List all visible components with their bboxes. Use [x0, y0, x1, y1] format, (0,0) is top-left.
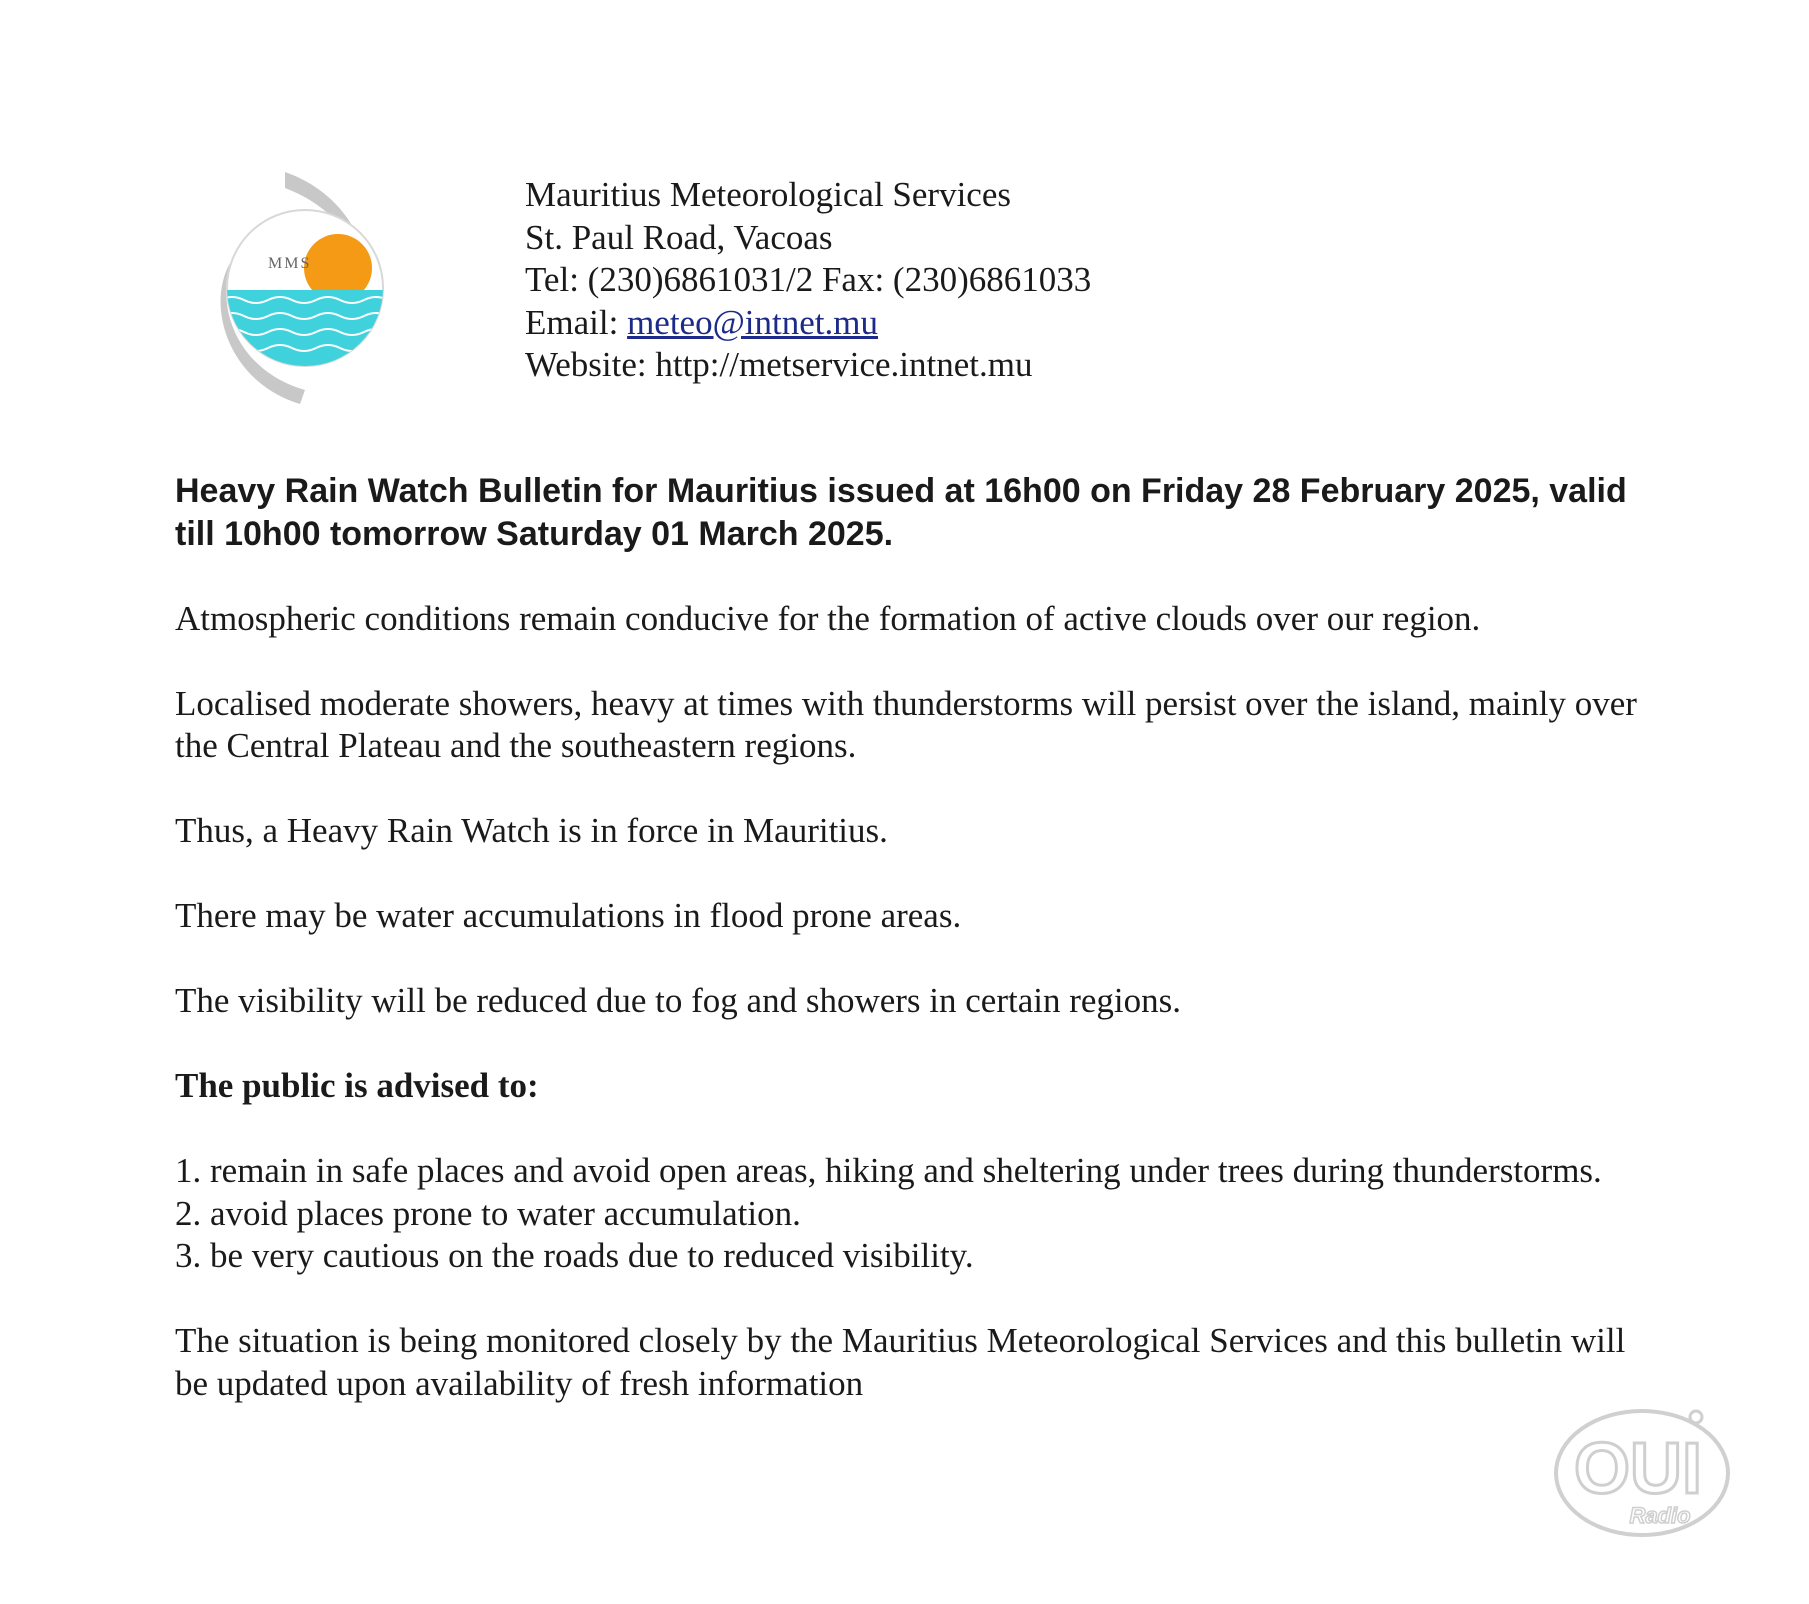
email-label: Email:: [525, 302, 628, 342]
advice-item: 1. remain in safe places and avoid open areas, hiking and sheltering under trees during thunderstorms.: [175, 1151, 1602, 1190]
advice-item: 2. avoid places prone to water accumulation.: [175, 1193, 801, 1233]
bulletin-paragraph: Thus, a Heavy Rain Watch is in force in Mauritius.: [175, 811, 888, 850]
header-contact: [525, 174, 1091, 387]
bulletin-paragraph: There may be water accumulations in flood prone areas.: [175, 896, 962, 935]
mms-logo: [210, 168, 400, 408]
advice-list: [175, 1150, 1655, 1278]
advice-heading: The public is advised to:: [175, 1066, 539, 1105]
org-name: Mauritius Meteorological Services: [525, 175, 1011, 214]
watermark-text: OUI: [1573, 1429, 1703, 1509]
watermark-subtext: Radio: [1629, 1503, 1691, 1528]
email-link[interactable]: meteo@intnet.mu: [627, 302, 878, 342]
bulletin-paragraph: The visibility will be reduced due to fog and showers in certain regions.: [175, 981, 1181, 1020]
org-website: Website: http://metservice.intnet.mu: [525, 345, 1033, 384]
org-email-line: [525, 302, 1091, 345]
advice-item: 3. be very cautious on the roads due to reduced visibility.: [175, 1236, 974, 1275]
bulletin-body: [175, 470, 1655, 1448]
logo-text: MMS: [268, 255, 312, 272]
org-phone-fax: Tel: (230)6861031/2 Fax: (230)6861033: [525, 260, 1092, 299]
bulletin-closing: The situation is being monitored closely by the Mauritius Meteorological Services and this bulletin will be updated upon availability of fresh information: [175, 1321, 1626, 1403]
oui-radio-watermark: [1550, 1395, 1740, 1540]
bulletin-title: Heavy Rain Watch Bulletin for Mauritius issued at 16h00 on Friday 28 February 2025, valid till 10h00 tomorrow Saturday 01 March 2025.: [175, 472, 1627, 553]
org-address: St. Paul Road, Vacoas: [525, 217, 833, 257]
bulletin-paragraph: Atmospheric conditions remain conducive for the formation of active clouds over our region.: [175, 598, 1481, 638]
bulletin-paragraph: Localised moderate showers, heavy at times with thunderstorms will persist over the island, mainly over the Central Plateau and the southeastern regions.: [175, 683, 1637, 765]
